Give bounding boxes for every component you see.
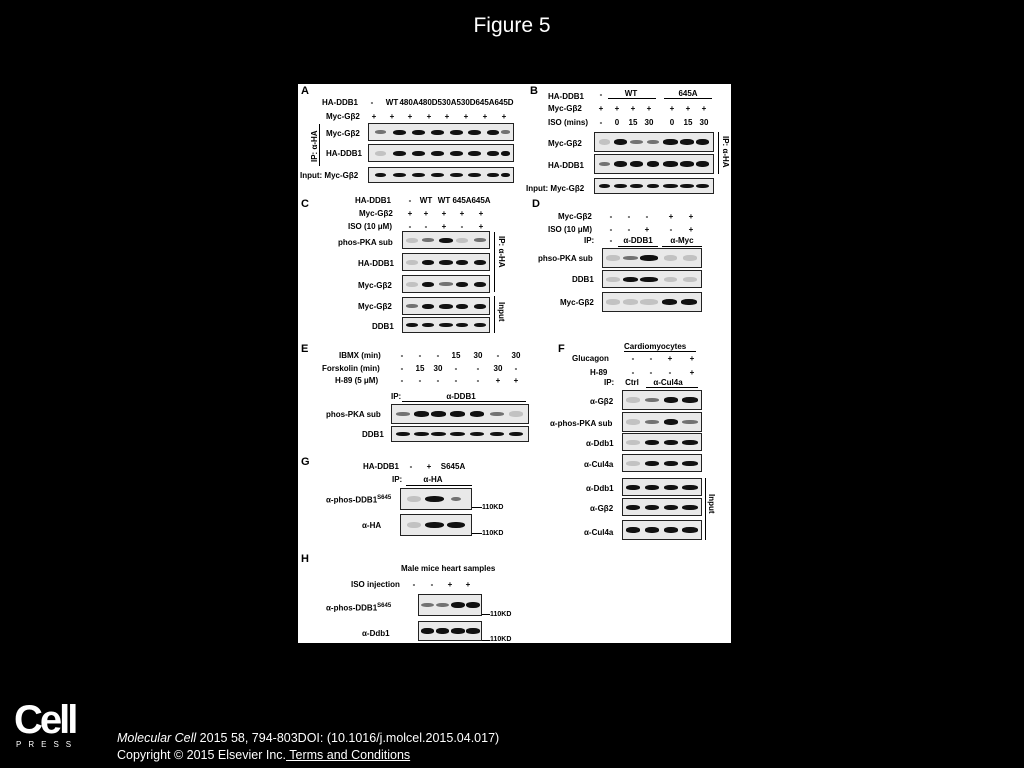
panel-g-marker-tick: [472, 533, 482, 534]
panel-h-iso-sign: -: [412, 580, 416, 589]
panel-c-ha-sign: 645A: [471, 196, 491, 205]
panel-e-blot-ddb1: [391, 426, 529, 442]
panel-b-ip-bracket: [718, 132, 719, 174]
panel-e-ip-value: α-DDB1: [446, 392, 476, 401]
panel-b-wt-bar: [608, 98, 656, 99]
panel-d-iso-sign: +: [688, 225, 694, 234]
panel-e-ibmx-sign: -: [436, 351, 440, 360]
panel-c-iso-sign: -: [460, 222, 464, 231]
panel-d-myc-sign: +: [688, 212, 694, 221]
panel-h-blot-label: $\alpha-phos-DDB1^{S645}$: [326, 603, 392, 613]
panel-e-letter: E: [301, 343, 309, 355]
panel-g-size-marker: 110KD: [482, 504, 504, 511]
panel-c-blot-ddb1: [402, 317, 490, 333]
panel-c-myc-sign: +: [441, 209, 447, 218]
panel-d-iso-sign: +: [644, 225, 650, 234]
panel-c-blot-ha: [402, 253, 490, 271]
panel-a-myc-sign: +: [482, 112, 488, 121]
panel-b-ha-sign: 645A: [678, 89, 698, 98]
panel-b-iso-sign: 15: [628, 118, 638, 127]
panel-c-blot-phos: [402, 231, 490, 249]
panel-a-myc-sign: +: [407, 112, 413, 121]
panel-c-ip-bracket: [494, 232, 495, 292]
panel-f-blot-label: α-Gβ2: [590, 397, 614, 406]
panel-h-blot-ddb1: [418, 621, 482, 641]
logo-press: PRESS: [16, 740, 79, 749]
panel-c-letter: C: [301, 198, 309, 210]
panel-f-blot-phos: [622, 412, 702, 432]
citation-detail: 2015 58, 794-803DOI: (10.1016/j.molcel.2015.04.017): [196, 731, 500, 745]
panel-f-blot-ddb1-ip: [622, 433, 702, 451]
panel-g-ip-label: IP:: [392, 475, 403, 484]
panel-d-iso-sign: -: [627, 225, 631, 234]
panel-f-h89-sign: +: [689, 368, 695, 377]
panel-c-iso-label: ISO (10 μM): [348, 222, 393, 231]
panel-d-ip-sign: α-DDB1: [623, 236, 653, 245]
panel-f-ip-label: IP:: [604, 378, 615, 387]
panel-h-blot-label: α-Ddb1: [362, 629, 390, 638]
panel-d-blot-label: Myc-Gβ2: [560, 298, 594, 307]
panel-b-iso-sign: 30: [644, 118, 654, 127]
panel-h-size-marker: 110KD: [490, 636, 512, 643]
panel-e-h89-sign: -: [436, 376, 440, 385]
panel-e-h89-sign: -: [418, 376, 422, 385]
panel-f-blot-cul4a-input: [622, 520, 702, 540]
copyright: [117, 748, 410, 762]
panel-a-ip-label: IP: α-HA: [310, 130, 319, 162]
panel-f-cell-type: Cardiomyocytes: [624, 342, 687, 351]
panel-e-ibmx-sign: 30: [511, 351, 521, 360]
panel-f-ip-sign: α-Cul4a: [653, 378, 683, 387]
panel-a-blot-input: [368, 167, 514, 183]
panel-d-ddb1-bar: [618, 246, 658, 247]
panel-b-blot-label: HA-DDB1: [548, 161, 584, 170]
panel-d-myc-sign: -: [627, 212, 631, 221]
panel-b-blot-label: Input: Myc-Gβ2: [526, 184, 585, 193]
panel-d-myc-sign: +: [668, 212, 674, 221]
panel-d-myc-sign: -: [645, 212, 649, 221]
panel-c-blot-myc-input: [402, 297, 490, 315]
panel-f-glucagon-sign: -: [631, 354, 635, 363]
panel-f-cell-bar: [624, 351, 696, 352]
panel-f-blot-cul4a-ip: [622, 454, 702, 472]
panel-f-input-bracket: [705, 478, 706, 540]
panel-b-myc-sign: +: [685, 104, 691, 113]
panel-a-blot-ha: [368, 144, 514, 162]
panel-g-ha-sign: -: [409, 462, 413, 471]
panel-e-forskolin-sign: -: [400, 364, 404, 373]
panel-a-blot-label: HA-DDB1: [326, 149, 362, 158]
panel-f-glucagon-label: Glucagon: [572, 354, 609, 363]
panel-f-h89-sign: -: [631, 368, 635, 377]
panel-b-myc-sign: +: [598, 104, 604, 113]
panel-d-letter: D: [532, 198, 540, 210]
panel-d-blot-phos: [602, 248, 702, 268]
panel-a-ha-sign: 480D: [418, 98, 438, 107]
panel-d-iso-label: ISO (10 μM): [548, 225, 593, 234]
panel-g-ha-label: HA-DDB1: [363, 462, 399, 471]
panel-h-iso-label: ISO injection: [351, 580, 400, 589]
logo-word: Cell: [14, 698, 76, 742]
panel-f-blot-label: α-Gβ2: [590, 504, 614, 513]
panel-f-glucagon-sign: -: [649, 354, 653, 363]
panel-f-ip-sign: Ctrl: [625, 378, 639, 387]
panel-e-forskolin-label: Forskolin (min): [322, 364, 380, 373]
panel-e-ip-label: IP:: [391, 392, 402, 401]
panel-b-myc-sign: +: [701, 104, 707, 113]
panel-g-ip-bar: [406, 485, 472, 486]
panel-b-645a-bar: [664, 98, 712, 99]
panel-f-glucagon-sign: +: [667, 354, 673, 363]
panel-d-iso-sign: -: [669, 225, 673, 234]
panel-b-ip-label: IP: α-HA: [721, 136, 730, 168]
panel-a-myc-sign: +: [426, 112, 432, 121]
panel-c-iso-sign: +: [478, 222, 484, 231]
panel-b-iso-sign: 15: [683, 118, 693, 127]
panel-c-blot-label: Myc-Gβ2: [358, 281, 392, 290]
panel-g-ha-sign: S645A: [440, 462, 466, 471]
panel-b-iso-sign: -: [599, 118, 603, 127]
panel-c-ip-label: IP: α-HA: [497, 236, 506, 268]
panel-b-iso-sign: 30: [699, 118, 709, 127]
panel-a-myc-sign: +: [463, 112, 469, 121]
panel-d-iso-sign: -: [609, 225, 613, 234]
panel-a-ha-sign: 530A: [437, 98, 457, 107]
panel-h-iso-sign: +: [447, 580, 453, 589]
panel-c-myc-sign: +: [459, 209, 465, 218]
panel-c-myc-sign: +: [478, 209, 484, 218]
panel-e-ip-bar: [402, 401, 526, 402]
figure-image: [298, 84, 731, 643]
panel-f-input-label: Input: [707, 494, 716, 514]
panel-e-ibmx-sign: -: [418, 351, 422, 360]
panel-f-ip-bar: [646, 387, 698, 388]
panel-a-ha-sign: WT: [385, 98, 399, 107]
panel-d-myc-sign: -: [609, 212, 613, 221]
panel-c-iso-sign: -: [424, 222, 428, 231]
panel-a-letter: A: [301, 85, 309, 97]
panel-c-myc-sign: +: [407, 209, 413, 218]
panel-f-h89-sign: -: [668, 368, 672, 377]
panel-a-ha-sign: -: [370, 98, 374, 107]
panel-c-blot-label: DDB1: [372, 322, 394, 331]
panel-c-iso-sign: -: [408, 222, 412, 231]
citation: [117, 731, 499, 745]
panel-b-iso-label: ISO (mins): [548, 118, 589, 127]
panel-h-letter: H: [301, 553, 309, 565]
panel-f-blot-label: α-Cul4a: [584, 528, 614, 537]
panel-c-myc-label: Myc-Gβ2: [359, 209, 393, 218]
panel-e-blot-label: phos-PKA sub: [326, 410, 381, 419]
panel-b-iso-sign: 0: [614, 118, 620, 127]
panel-e-forskolin-sign: -: [476, 364, 480, 373]
panel-a-ha-sign: 645A: [475, 98, 495, 107]
panel-b-ha-sign: -: [599, 90, 603, 99]
panel-d-ip-sign: α-Myc: [670, 236, 694, 245]
panel-f-blot-label: α-Ddb1: [586, 439, 614, 448]
panel-f-blot-label: α-Ddb1: [586, 484, 614, 493]
panel-e-h89-sign: -: [454, 376, 458, 385]
panel-f-h89-sign: -: [649, 368, 653, 377]
cell-press-logo: [14, 700, 86, 752]
panel-g-blot-label: α-HA: [362, 521, 382, 530]
panel-h-size-marker: 110KD: [490, 611, 512, 618]
panel-e-forskolin-sign: -: [514, 364, 518, 373]
panel-a-ha-sign: 645D: [494, 98, 514, 107]
panel-b-iso-sign: 0: [669, 118, 675, 127]
panel-e-h89-sign: -: [400, 376, 404, 385]
panel-h-iso-sign: +: [465, 580, 471, 589]
panel-e-ibmx-sign: 15: [451, 351, 461, 360]
panel-e-ibmx-sign: 30: [473, 351, 483, 360]
panel-g-size-marker: 110KD: [482, 530, 504, 537]
panel-c-ha-sign: -: [408, 196, 412, 205]
panel-c-ha-label: HA-DDB1: [355, 196, 391, 205]
panel-a-blot-label: Input: Myc-Gβ2: [300, 171, 359, 180]
panel-d-blot-label: phso-PKA sub: [538, 254, 593, 263]
panel-d-blot-label: DDB1: [572, 275, 594, 284]
panel-b-blot-ha: [594, 154, 714, 174]
panel-b-letter: B: [530, 85, 538, 97]
terms-and-conditions-link[interactable]: Terms and Conditions: [286, 748, 411, 762]
figure-title: Figure 5: [473, 14, 551, 37]
panel-d-myc-bar: [662, 246, 702, 247]
panel-f-glucagon-sign: +: [689, 354, 695, 363]
panel-e-blot-label: DDB1: [362, 430, 384, 439]
panel-c-input-bracket: [494, 296, 495, 333]
panel-c-iso-sign: +: [441, 222, 447, 231]
panel-e-h89-sign: +: [495, 376, 501, 385]
panel-h-marker-tick: [482, 614, 490, 615]
panel-a-ha-sign: 530D: [456, 98, 476, 107]
panel-a-ha-sign: 480A: [399, 98, 419, 107]
panel-c-blot-label: phos-PKA sub: [338, 238, 393, 247]
panel-f-h89-label: H-89: [590, 368, 608, 377]
panel-a-myc-sign: +: [389, 112, 395, 121]
panel-f-blot-label: α-phos-PKA sub: [550, 419, 613, 428]
panel-d-blot-myc: [602, 292, 702, 312]
panel-g-blot-ha: [400, 514, 472, 536]
panel-e-h89-label: H-89 (5 μM): [335, 376, 379, 385]
panel-h-marker-tick: [482, 640, 490, 641]
panel-c-myc-sign: +: [423, 209, 429, 218]
panel-b-blot-myc: [594, 132, 714, 152]
panel-c-ha-sign: 645A: [452, 196, 472, 205]
panel-e-forskolin-sign: 30: [433, 364, 443, 373]
panel-h-iso-sign: -: [430, 580, 434, 589]
panel-e-forskolin-sign: -: [454, 364, 458, 373]
panel-c-blot-label: HA-DDB1: [358, 259, 394, 268]
panel-d-blot-ddb1: [602, 270, 702, 288]
panel-b-blot-label: Myc-Gβ2: [548, 139, 582, 148]
panel-c-ha-sign: WT: [419, 196, 433, 205]
panel-a-myc-sign: +: [371, 112, 377, 121]
panel-g-letter: G: [301, 456, 310, 468]
panel-e-blot-phos: [391, 404, 529, 424]
panel-c-blot-label: Myc-Gβ2: [358, 302, 392, 311]
panel-g-ha-sign: +: [426, 462, 432, 471]
panel-a-myc-label: Myc-Gβ2: [326, 112, 360, 121]
panel-a-ip-bracket: [319, 124, 320, 166]
panel-b-myc-sign: +: [669, 104, 675, 113]
panel-e-ibmx-label: IBMX (min): [339, 351, 381, 360]
panel-e-ibmx-sign: -: [496, 351, 500, 360]
panel-f-blot-ddb1-input: [622, 478, 702, 496]
panel-d-ip-label: IP:: [584, 236, 595, 245]
panel-b-myc-sign: +: [614, 104, 620, 113]
panel-b-blot-input: [594, 178, 714, 194]
panel-a-ha-label: HA-DDB1: [322, 98, 358, 107]
panel-c-blot-myc-ip: [402, 275, 490, 293]
panel-e-h89-sign: +: [513, 376, 519, 385]
panel-a-myc-sign: +: [501, 112, 507, 121]
panel-b-myc-sign: +: [646, 104, 652, 113]
panel-d-myc-label: Myc-Gβ2: [558, 212, 592, 221]
panel-g-ip-value: α-HA: [423, 475, 443, 484]
panel-b-ha-label: HA-DDB1: [548, 92, 584, 101]
panel-h-sample-title: Male mice heart samples: [401, 564, 496, 573]
panel-b-ha-sign: WT: [624, 89, 638, 98]
copyright-text: Copyright © 2015 Elsevier Inc.: [117, 748, 287, 762]
panel-e-ibmx-sign: -: [400, 351, 404, 360]
panel-h-blot-phos: [418, 594, 482, 616]
panel-e-forskolin-sign: 30: [493, 364, 503, 373]
panel-g-marker-tick: [472, 507, 482, 508]
panel-b-myc-label: Myc-Gβ2: [548, 104, 582, 113]
panel-f-blot-label: α-Cul4a: [584, 460, 614, 469]
panel-e-h89-sign: -: [476, 376, 480, 385]
panel-f-letter: F: [558, 343, 565, 355]
panel-a-myc-sign: +: [444, 112, 450, 121]
panel-c-ha-sign: WT: [437, 196, 451, 205]
panel-e-forskolin-sign: 15: [415, 364, 425, 373]
panel-a-blot-label: Myc-Gβ2: [326, 129, 360, 138]
journal-name: Molecular Cell: [117, 731, 197, 745]
panel-f-blot-gb2-input: [622, 498, 702, 516]
panel-f-blot-gb2: [622, 390, 702, 410]
panel-c-input-label: Input: [497, 302, 506, 322]
panel-g-blot-label: $\alpha-phos-DDB1^{S645}$: [326, 495, 392, 505]
panel-d-ip-sign: -: [609, 236, 613, 245]
panel-b-myc-sign: +: [630, 104, 636, 113]
panel-a-blot-myc: [368, 123, 514, 141]
panel-g-blot-phos: [400, 488, 472, 510]
